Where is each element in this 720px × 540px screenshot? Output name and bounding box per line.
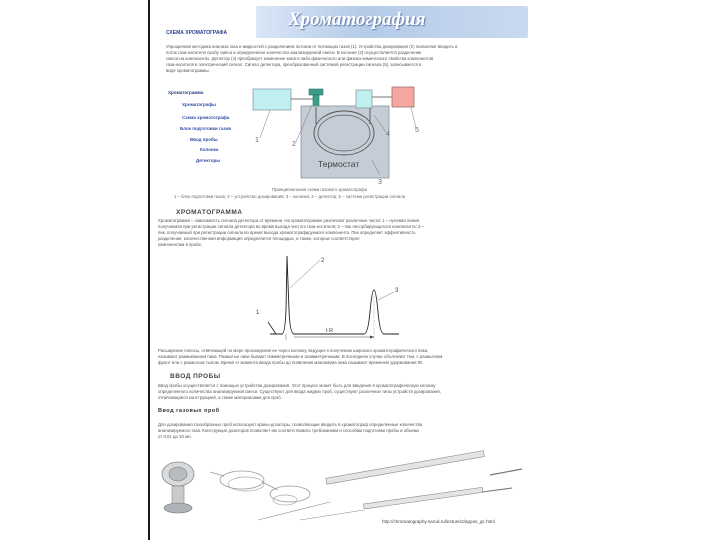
loop-line-1 — [210, 472, 224, 476]
chromatogram-after-1: Расширение полосы, отвечающей по мере прохождения ее через колонку, ведущее к получению широкого хроматографического пика, — [158, 348, 429, 353]
peak-label-1: 1 — [256, 310, 260, 316]
valve-base — [164, 503, 192, 513]
scheme-caption-text: 1 – блок подготовки газов; 2 – устройство дозирования; 3 – колонка; 4 – детектор; 5 – система регистрации сигнала — [174, 194, 406, 199]
chromatogram-line-1: Хроматограмма – зависимость сигнала детектора от времени. На хроматограмме различают различные части: 1 – нулевая линия, — [158, 218, 421, 223]
loop-line-2 — [262, 482, 278, 490]
detector-box — [356, 90, 372, 108]
number-1: 1 — [255, 137, 259, 144]
gas-line-3: от 0,01 до 10 мл. — [158, 434, 192, 439]
intro-line-4: газа-носителя в электрический сигнал. Сигнал детектора, преобразованный системой регистрации сигнала (5), записывается в — [166, 62, 422, 67]
chromatogram-after-2: называют размыванием пика. Размытые пики бывают симметричными и асимметричными. В последнем случае объясняют тем, с размытием — [158, 354, 443, 359]
valve-disc-inner — [169, 467, 187, 481]
nav-item-gas-block[interactable]: Блок подготовки газов — [180, 126, 232, 131]
intro-line-2: поток газа-носителя пробу смеси и определенное количество анализируемой смеси. В колонке (3) осуществляется разделение — [166, 50, 422, 55]
syringe-1-barrel — [326, 451, 485, 485]
chromatogram-trace — [270, 256, 399, 334]
sample-loop-3 — [270, 486, 310, 502]
sample-line-3: отличающиеся конструкцией, а также материалами для проб. — [158, 395, 282, 400]
nav-item-chromatographs[interactable]: Хроматографы — [182, 102, 217, 107]
number-3: 3 — [378, 179, 382, 186]
chromatogram-line-3: пик, получаемый при регистрации сигнала во время выхода хроматографируемого компонента. Пик определяет эффективность — [158, 230, 416, 235]
callout-peak-2 — [290, 260, 320, 288]
callout-1 — [260, 110, 270, 138]
sample-devices-photo — [150, 442, 535, 522]
time-arrowhead — [370, 336, 374, 339]
syringe-2-barrel — [363, 487, 483, 509]
gas-supply-box — [253, 89, 291, 110]
scheme-caption-title: Принципиальная схема газового хроматографа — [272, 187, 367, 192]
sample-line-2: определенного количества анализируемой смеси. Существуют для ввода жидких проб, существуют различные типы устройств дозирования, — [158, 389, 441, 394]
intro-line-5: виде хроматограммы. — [166, 68, 210, 73]
intro-line-1: Упрощенная методика анализа газа и жидкостей с разделением потоков от питающих газов (1). Устройства дозирования (2) позволяют вводить в — [166, 44, 458, 49]
injection-marker — [268, 322, 276, 334]
peak-label-2: 2 — [321, 258, 325, 264]
nav-title[interactable]: Хроматограмма — [168, 90, 204, 95]
intro-line-3: смеси на компоненты. Детектор (4) преобразует изменение какого-либо физического или физико-химического свойства компонентов — [166, 56, 434, 61]
syringe-2-plunger — [482, 488, 512, 492]
callout-5 — [411, 107, 416, 128]
chromatogram-after-3: фронт или с размытым тылом. Время от момента ввода пробы до появления максимума пика называют временем удерживания tR. — [158, 360, 424, 365]
nav-item-scheme[interactable]: Схема хроматографа — [182, 115, 230, 120]
syringe-1-plunger — [490, 469, 522, 475]
page-title: Хроматография — [288, 9, 426, 30]
callout-peak-3 — [378, 292, 394, 300]
chromatogram-line-2: получаемая при регистрации сигнала детектора во время выхода чистого газа-носителя; 2 – пик несорбирующегося компонента; 3 – — [158, 224, 424, 229]
gas-line-1: Для дозирования газообразных проб используют краны-дозаторы, позволяющие вводить в хроматограф определенные количества — [158, 422, 423, 427]
number-2: 2 — [292, 141, 296, 148]
nav-item-sample-input[interactable]: Ввод пробы — [190, 137, 218, 142]
chromatogram-heading: ХРОМАТОГРАММА — [176, 209, 243, 216]
sample-line-1: Ввод пробы осуществляется с помощью устройства дозирования. Этот процесс может быть для введения в хроматографическую колонку — [158, 383, 436, 388]
scheme-heading: СХЕМА ХРОМАТОГРАФА — [166, 30, 228, 36]
chromatogram-line-4: разделения, количественная информация определяется площадью, и также, которые соответствуют — [158, 236, 360, 241]
chromatogram-line-5: компонентам в пробе. — [158, 242, 203, 247]
chromatogram-plot — [254, 250, 414, 345]
sample-heading: ВВОД ПРОБЫ — [170, 373, 221, 380]
peak-label-3: 3 — [395, 288, 399, 294]
chromatograph-diagram — [246, 80, 431, 188]
nav-item-detectors[interactable]: Детекторы — [196, 158, 221, 163]
number-4: 4 — [386, 131, 390, 138]
source-url[interactable]: http://chromatography.narod.ru/lecture/2/appos_gc.html — [382, 519, 495, 524]
number-5: 5 — [415, 127, 419, 134]
injector-body — [313, 95, 319, 107]
thermostat-label: Термостат — [318, 159, 360, 169]
syringe-2-needle — [300, 510, 364, 520]
sample-loop-1 — [220, 471, 264, 489]
injector-valve — [309, 89, 323, 95]
nav-item-column[interactable]: Колонка — [200, 147, 219, 152]
recorder-box — [392, 87, 414, 107]
gas-sample-heading: Ввод газовых проб — [158, 408, 220, 414]
time-label: t R — [326, 328, 334, 334]
gas-line-2: анализируемого газа. Конструкция дозаторов позволяет им соответствовать требованиям и способам подготовки пробы и объема — [158, 428, 419, 433]
